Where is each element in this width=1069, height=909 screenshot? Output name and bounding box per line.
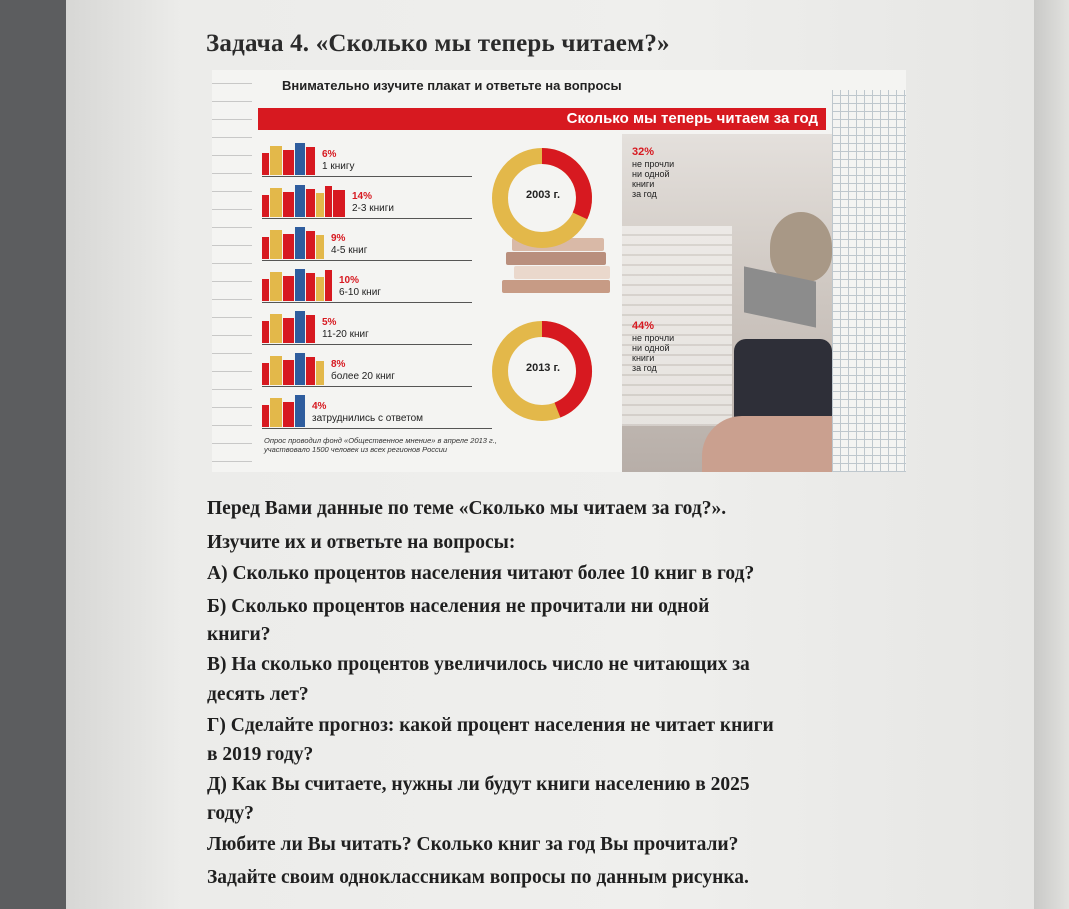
book-spine-icon (295, 227, 305, 259)
row-underline (262, 428, 492, 429)
bar-row (262, 138, 512, 178)
bar-row (262, 390, 512, 430)
book-spine-icon (333, 190, 345, 217)
book-spine-icon (283, 360, 294, 385)
row-underline (262, 176, 472, 177)
books-read-chart (262, 134, 512, 434)
bar-mark (262, 185, 346, 217)
bar-category-label: 4-5 книг (331, 245, 368, 256)
bar-row (262, 222, 512, 262)
notebook-spiral (212, 70, 252, 472)
book-spine-icon (270, 146, 282, 175)
question-line: Перед Вами данные по теме «Сколько мы читаем за год?». (207, 498, 727, 519)
book-spine-icon (283, 192, 294, 217)
question-line: Б) Сколько процентов населения не прочитали ни одной (207, 596, 710, 617)
bar-category-label: 1 книгу (322, 161, 355, 172)
question-line: Задайте своим одноклассникам вопросы по данным рисунка. (207, 867, 749, 888)
book-spine-icon (262, 405, 269, 427)
book-spine-icon (295, 185, 305, 217)
donut-charts (496, 138, 626, 438)
book-spine-icon (270, 314, 282, 343)
book-spine-icon (306, 357, 315, 385)
question-line: А) Сколько процентов населения читают более 10 книг в год? (207, 563, 755, 584)
book-spine-icon (283, 318, 294, 343)
book-spine-icon (262, 237, 269, 259)
donut-2013-value: 44% (632, 320, 655, 332)
book-spine-icon (306, 147, 315, 175)
bar-mark (262, 269, 333, 301)
bar-value-label: 9% (331, 233, 346, 244)
book-spine-icon (316, 361, 324, 385)
infographic-poster (212, 70, 906, 472)
donut-2013-label: 2013 г. (525, 362, 561, 374)
donut-2003-note: 32% не прочли ни одной книги за год (632, 146, 702, 199)
bar-value-label: 6% (322, 149, 337, 160)
poster-instruction: Внимательно изучите плакат и ответьте на вопросы (282, 78, 622, 93)
book-spine-icon (262, 279, 269, 301)
bar-row (262, 306, 512, 346)
book-spine-icon (270, 230, 282, 259)
book-spine-icon (306, 189, 315, 217)
book-spine-icon (283, 150, 294, 175)
book-spine-icon (262, 153, 269, 175)
book-spine-icon (325, 270, 332, 301)
row-underline (262, 260, 472, 261)
bar-row (262, 180, 512, 220)
bar-value-label: 8% (331, 359, 346, 370)
bar-mark (262, 227, 325, 259)
book-spine-icon (262, 321, 269, 343)
row-underline (262, 344, 472, 345)
book-spine-icon (325, 186, 332, 217)
book-spine-icon (283, 276, 294, 301)
bar-row (262, 264, 512, 304)
book-spine-icon (295, 395, 305, 427)
question-line: Д) Как Вы считаете, нужны ли будут книги населению в 2025 (207, 774, 750, 795)
bar-category-label: 2-3 книги (352, 203, 394, 214)
book-spine-icon (262, 195, 269, 217)
photo-head (770, 212, 832, 282)
book-spine-icon (270, 272, 282, 301)
book-spine-icon (295, 311, 305, 343)
donut-2003-value: 32% (632, 146, 655, 158)
bar-value-label: 14% (352, 191, 373, 202)
photo-legs (702, 416, 832, 472)
question-line: в 2019 году? (207, 744, 314, 765)
donut-2013-note: 44% не прочли ни одной книги за год (632, 320, 702, 373)
paper-edge (1034, 0, 1069, 909)
book-spine-icon (262, 363, 269, 385)
book-spine-icon (270, 188, 282, 217)
bar-category-label: более 20 книг (331, 371, 395, 382)
grid-paper (832, 90, 906, 472)
row-underline (262, 302, 472, 303)
question-line: В) На сколько процентов увеличилось число не читающих за (207, 654, 750, 675)
question-line: Изучите их и ответьте на вопросы: (207, 532, 516, 553)
question-line: Любите ли Вы читать? Сколько книг за год Вы прочитали? (207, 834, 739, 855)
book-spine-icon (283, 234, 294, 259)
bar-category-label: 11-20 книг (322, 329, 369, 340)
bar-category-label: 6-10 книг (339, 287, 381, 298)
question-line: Г) Сделайте прогноз: какой процент населения не читает книги (207, 715, 774, 736)
question-line: книги? (207, 624, 271, 645)
book-spine-icon (295, 143, 305, 175)
bar-category-label: затруднились с ответом (312, 413, 424, 424)
bar-mark (262, 311, 316, 343)
poster-title-bar (258, 108, 826, 130)
book-spine-icon (316, 235, 324, 259)
book-spine-icon (295, 269, 305, 301)
poster-title: Сколько мы теперь читаем за год (566, 110, 818, 127)
book-spine-icon (270, 398, 282, 427)
bar-value-label: 10% (339, 275, 360, 286)
book-spine-icon (316, 193, 324, 217)
donut-2003-label: 2003 г. (525, 189, 561, 201)
question-line: десять лет? (207, 684, 309, 705)
task-title: Задача 4. «Сколько мы теперь читаем?» (206, 30, 670, 57)
book-spine-icon (306, 315, 315, 343)
book-spine-icon (306, 273, 315, 301)
book-spine-icon (306, 231, 315, 259)
bar-row (262, 348, 512, 388)
row-underline (262, 386, 472, 387)
book-spine-icon (316, 277, 324, 301)
bar-mark (262, 143, 316, 175)
bar-mark (262, 353, 325, 385)
survey-source-note: Опрос проводил фонд «Общественное мнение» в апреле 2013 г., участвовало 1500 человек из всех регионов России (264, 436, 497, 454)
photo-shirt (734, 339, 832, 425)
row-underline (262, 218, 472, 219)
bar-mark (262, 395, 306, 427)
bar-value-label: 5% (322, 317, 337, 328)
book-spine-icon (295, 353, 305, 385)
book-spine-icon (270, 356, 282, 385)
book-spine-icon (283, 402, 294, 427)
question-line: году? (207, 803, 254, 824)
bar-value-label: 4% (312, 401, 327, 412)
